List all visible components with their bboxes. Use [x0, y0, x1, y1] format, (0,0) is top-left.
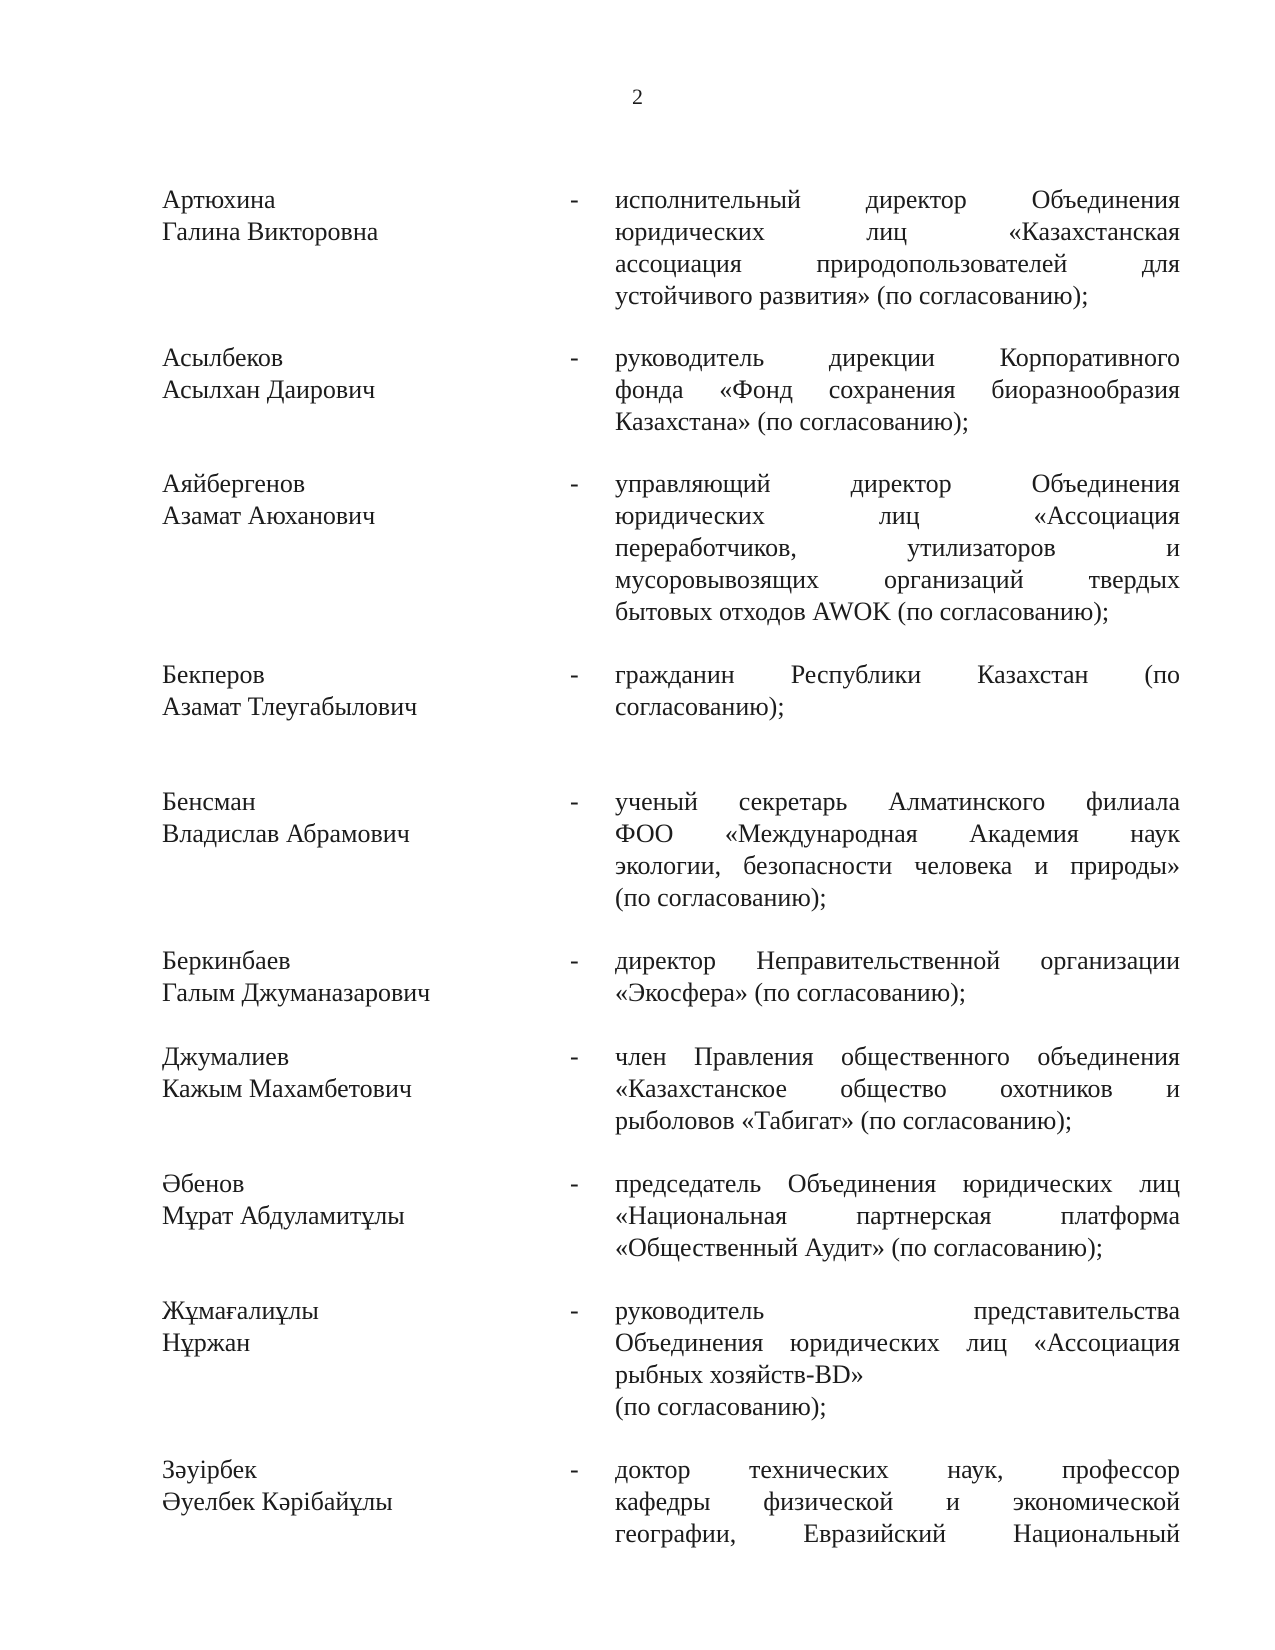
member-position	[615, 1168, 1180, 1264]
member-name	[162, 945, 522, 1009]
member-given-name: Асылхан Даирович	[162, 375, 376, 404]
dash: -	[570, 787, 579, 816]
position-line: (по согласованию);	[615, 883, 827, 912]
position-line: мусоровывозящих организаций твердых	[615, 565, 1180, 594]
member-given-name: Нұржан	[162, 1328, 251, 1357]
position-line: член Правления общественного объединения	[615, 1042, 1180, 1071]
member-surname: Әбенов	[162, 1169, 245, 1198]
position-line: юридических лиц «Казахстанская	[615, 217, 1180, 246]
member-position	[615, 1454, 1180, 1550]
member-given-name: Мұрат Абдуламитұлы	[162, 1201, 405, 1230]
dash: -	[570, 1169, 579, 1198]
member-given-name: Владислав Абрамович	[162, 819, 410, 848]
member-given-name: Кажым Махамбетович	[162, 1074, 412, 1103]
member-given-name: Әуелбек Кәрібайұлы	[162, 1487, 393, 1516]
dash: -	[570, 1296, 579, 1325]
position-line: ученый секретарь Алматинского филиала	[615, 787, 1180, 816]
member-name	[162, 1168, 522, 1232]
position-line: географии, Евразийский Национальный	[615, 1519, 1180, 1548]
dash: -	[570, 1455, 579, 1484]
position-line: директор Неправительственной организации	[615, 946, 1180, 975]
member-position	[615, 1295, 1180, 1423]
position-line: «Казахстанское общество охотников и	[615, 1074, 1180, 1103]
position-line: (по согласованию);	[615, 1392, 827, 1421]
dash: -	[570, 946, 579, 975]
position-line: согласованию);	[615, 692, 785, 721]
position-line: «Национальная партнерская платформа	[615, 1201, 1180, 1230]
member-position	[615, 342, 1180, 438]
member-surname: Бекперов	[162, 660, 265, 689]
member-name	[162, 468, 522, 532]
member-given-name: Азамат Аюханович	[162, 501, 376, 530]
position-line: бытовых отходов AWOK (по согласованию);	[615, 597, 1110, 626]
member-position	[615, 1041, 1180, 1137]
position-line: переработчиков, утилизаторов и	[615, 533, 1180, 562]
member-surname: Беркинбаев	[162, 946, 291, 975]
dash: -	[570, 185, 579, 214]
position-line: фонда «Фонд сохранения биоразнообразия	[615, 375, 1180, 404]
position-line: «Общественный Аудит» (по согласованию);	[615, 1233, 1103, 1262]
member-surname: Джумалиев	[162, 1042, 290, 1071]
position-line: председатель Объединения юридических лиц	[615, 1169, 1180, 1198]
dash: -	[570, 469, 579, 498]
member-surname: Аяйбергенов	[162, 469, 306, 498]
page-number: 2	[632, 84, 643, 109]
position-line: «Экосфера» (по согласованию);	[615, 978, 967, 1007]
member-position	[615, 945, 1180, 1009]
member-given-name: Галина Викторовна	[162, 217, 379, 246]
member-surname: Асылбеков	[162, 343, 284, 372]
member-name	[162, 184, 522, 248]
position-line: ассоциация природопользователей для	[615, 249, 1180, 278]
position-line: устойчивого развития» (по согласованию);	[615, 281, 1089, 310]
member-surname: Жұмағалиұлы	[162, 1296, 319, 1325]
position-line: кафедры физической и экономической	[615, 1487, 1180, 1516]
position-line: Объединения юридических лиц «Ассоциация	[615, 1328, 1180, 1357]
dash: -	[570, 343, 579, 372]
member-position	[615, 786, 1180, 914]
member-given-name: Галым Джуманазарович	[162, 978, 431, 1007]
position-line: юридических лиц «Ассоциация	[615, 501, 1180, 530]
member-name	[162, 1041, 522, 1105]
position-line: исполнительный директор Объединения	[615, 185, 1180, 214]
member-position	[615, 184, 1180, 312]
member-name	[162, 1295, 522, 1359]
member-surname: Бенсман	[162, 787, 256, 816]
position-line: ФОО «Международная Академия наук	[615, 819, 1180, 848]
position-line: Казахстана» (по согласованию);	[615, 407, 969, 436]
position-line: рыболовов «Табигат» (по согласованию);	[615, 1106, 1073, 1135]
member-name	[162, 786, 522, 850]
position-line: доктор технических наук, профессор	[615, 1455, 1180, 1484]
dash: -	[570, 1042, 579, 1071]
dash: -	[570, 660, 579, 689]
member-position	[615, 659, 1180, 723]
position-line: гражданин Республики Казахстан (по	[615, 660, 1180, 689]
position-line: руководитель представительства	[615, 1296, 1180, 1325]
position-line: рыбных хозяйств-BD»	[615, 1360, 864, 1389]
member-position	[615, 468, 1180, 628]
member-surname: Артюхина	[162, 185, 276, 214]
position-line: управляющий директор Объединения	[615, 469, 1180, 498]
member-surname: Зәуірбек	[162, 1455, 257, 1484]
member-name	[162, 659, 522, 723]
member-name	[162, 1454, 522, 1518]
member-name	[162, 342, 522, 406]
member-given-name: Азамат Тлеугабылович	[162, 692, 418, 721]
position-line: руководитель дирекции Корпоративного	[615, 343, 1180, 372]
position-line: экологии, безопасности человека и природы»	[615, 851, 1180, 880]
